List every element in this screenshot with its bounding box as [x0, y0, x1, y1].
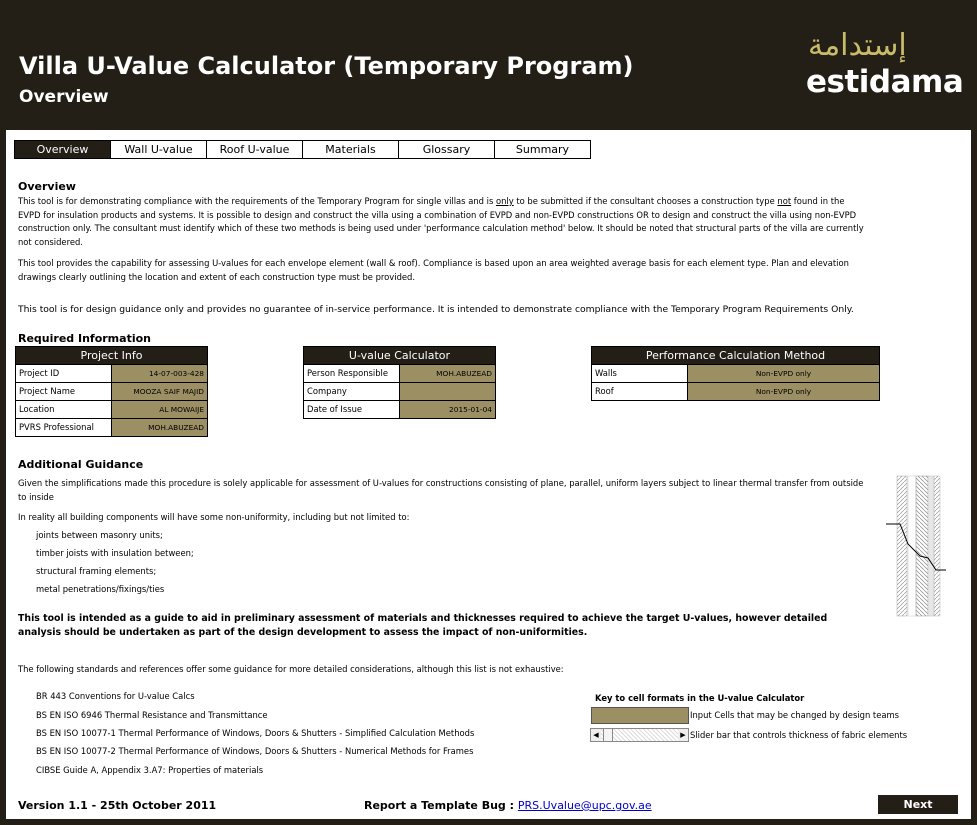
para-emphasis-not: not	[777, 196, 792, 206]
guidance-paragraph: Given the simplifications made this procedure is solely applicable for assessment of U-values for constructions consisting of plane, parallel, uniform layers subject to linear thermal transfer from outside to inside	[18, 478, 864, 502]
roof-method-select[interactable]: Non-EVPD only	[688, 383, 879, 400]
para-text: to be submitted if the consultant chooses a construction type	[513, 196, 778, 206]
version-text: Version 1.1 - 25th October 2011	[18, 799, 217, 812]
project-name-input[interactable]: MOOZA SAIF MAJID	[112, 383, 207, 400]
reference-item: CIBSE Guide A, Appendix 3.A7: Properties of materials	[36, 765, 264, 775]
tab-wall-u-value[interactable]: Wall U-value	[110, 140, 207, 159]
table-row	[592, 382, 879, 400]
company-input[interactable]	[400, 383, 495, 400]
key-slider-label: Slider bar that controls thickness of fabric elements	[690, 730, 908, 740]
key-title: Key to cell formats in the U-value Calculator	[595, 693, 805, 703]
slider-right-arrow-icon[interactable]: ▶	[678, 729, 688, 741]
table-row	[16, 382, 207, 400]
bug-email-link[interactable]: PRS.Uvalue@upc.gov.ae	[517, 799, 652, 812]
table-row	[16, 418, 207, 436]
report-bug-label: Report a Template Bug :	[364, 799, 515, 812]
table-row	[304, 364, 495, 382]
table-row	[16, 364, 207, 382]
walls-method-select[interactable]: Non-EVPD only	[688, 365, 879, 382]
field-label: Roof	[592, 383, 688, 400]
wall-section-diagram	[880, 474, 972, 618]
para-text: found in the EVPD for insulation products and systems. It is possible to design and construct the villa using a combination of EVPD and non-EVPD constructions OR to design and construct the villa using non-EVPD construction only. The consultant must identify which of these two methods is being used under 'performance calculation method' below. It should be noted that structural parts of the villa are currently not considered.	[18, 196, 864, 247]
field-label: Person Responsible	[304, 365, 400, 382]
overview-paragraph	[18, 195, 868, 249]
project-info-box	[15, 346, 208, 437]
tab-bar	[14, 140, 590, 159]
reference-item: BS EN ISO 10077-1 Thermal Performance of Windows, Doors & Shutters - Simplified Calculation Methods	[36, 728, 475, 738]
additional-guidance-heading: Additional Guidance	[18, 458, 144, 471]
performance-method-box	[591, 346, 880, 401]
field-label: Company	[304, 383, 400, 400]
intended-guide-text: This tool is intended as a guide to aid in preliminary assessment of materials and thicknesses required to achieve the target U-values, however detailed analysis should be undertaken as part of the design development to assess the impact of non-uniformities.	[18, 613, 828, 638]
list-item: timber joists with insulation between;	[36, 548, 194, 558]
tab-roof-u-value[interactable]: Roof U-value	[206, 140, 303, 159]
table-row	[304, 400, 495, 418]
table-row	[592, 364, 879, 382]
frame-bottom	[0, 819, 977, 825]
table-row	[304, 382, 495, 400]
frame-left	[0, 130, 6, 825]
estidama-logo-arabic: إستدامة	[808, 28, 907, 63]
location-input[interactable]: AL MOWAIJE	[112, 401, 207, 418]
guidance-paragraph-2: In reality all building components will have some non-uniformity, including but not limited to:	[18, 512, 410, 522]
field-label: Project Name	[16, 383, 112, 400]
pvrs-professional-input[interactable]: MOH.ABUZEAD	[112, 419, 207, 436]
references-intro: The following standards and references offer some guidance for more detailed considerations, although this list is not exhaustive:	[18, 664, 564, 674]
u-value-calculator-title: U-value Calculator	[304, 347, 495, 364]
field-label: Project ID	[16, 365, 112, 382]
input-cell-swatch	[591, 707, 689, 724]
date-of-issue-input[interactable]: 2015-01-04	[400, 401, 495, 418]
overview-paragraph-2: This tool provides the capability for assessing U-values for each envelope element (wall & roof). Compliance is based upon an area weighted average basis for each element type. Plan and elevation drawings clearly outlining the location and extent of each construction type must be provided.	[18, 258, 849, 282]
list-item: metal penetrations/fixings/ties	[36, 584, 165, 594]
field-label: Date of Issue	[304, 401, 400, 418]
table-row	[16, 400, 207, 418]
tab-glossary[interactable]: Glossary	[398, 140, 495, 159]
list-item: joints between masonry units;	[36, 530, 163, 540]
reference-item: BR 443 Conventions for U-value Calcs	[36, 691, 195, 701]
page-subtitle: Overview	[19, 87, 109, 107]
field-label: Walls	[592, 365, 688, 382]
project-id-input[interactable]: 14-07-003-428	[112, 365, 207, 382]
project-info-title: Project Info	[16, 347, 207, 364]
disclaimer-text: This tool is for design guidance only and provides no guarantee of in-service performance. It is intended to demonstrate compliance with the Temporary Program Requirements Only.	[18, 304, 854, 315]
u-value-calculator-box	[303, 346, 496, 419]
tab-materials[interactable]: Materials	[302, 140, 399, 159]
header-bar	[0, 0, 977, 130]
para-emphasis-only: only	[495, 196, 514, 206]
report-bug	[364, 799, 652, 812]
overview-heading: Overview	[18, 180, 76, 193]
app-title: Villa U-Value Calculator (Temporary Program)	[19, 52, 634, 80]
required-info-heading: Required Information	[18, 332, 151, 345]
para-text: This tool is for demonstrating compliance with the requirements of the Temporary Program for single villas and is	[18, 196, 496, 206]
slider-thumb[interactable]	[603, 729, 613, 741]
estidama-logo: estidama	[806, 64, 964, 100]
slider-left-arrow-icon[interactable]: ◀	[591, 729, 601, 741]
field-label: Location	[16, 401, 112, 418]
reference-item: BS EN ISO 10077-2 Thermal Performance of Windows, Doors & Shutters - Numerical Methods for Frames	[36, 746, 474, 756]
reference-item: BS EN ISO 6946 Thermal Resistance and Transmittance	[36, 710, 268, 720]
tab-summary[interactable]: Summary	[494, 140, 591, 159]
next-button[interactable]: Next	[878, 795, 958, 814]
person-responsible-input[interactable]: MOH.ABUZEAD	[400, 365, 495, 382]
tab-overview[interactable]: Overview	[14, 140, 111, 159]
field-label: PVRS Professional	[16, 419, 112, 436]
thickness-slider[interactable]	[590, 728, 689, 742]
list-item: structural framing elements;	[36, 566, 157, 576]
performance-method-title: Performance Calculation Method	[592, 347, 879, 364]
key-input-label: Input Cells that may be changed by design teams	[690, 710, 900, 720]
